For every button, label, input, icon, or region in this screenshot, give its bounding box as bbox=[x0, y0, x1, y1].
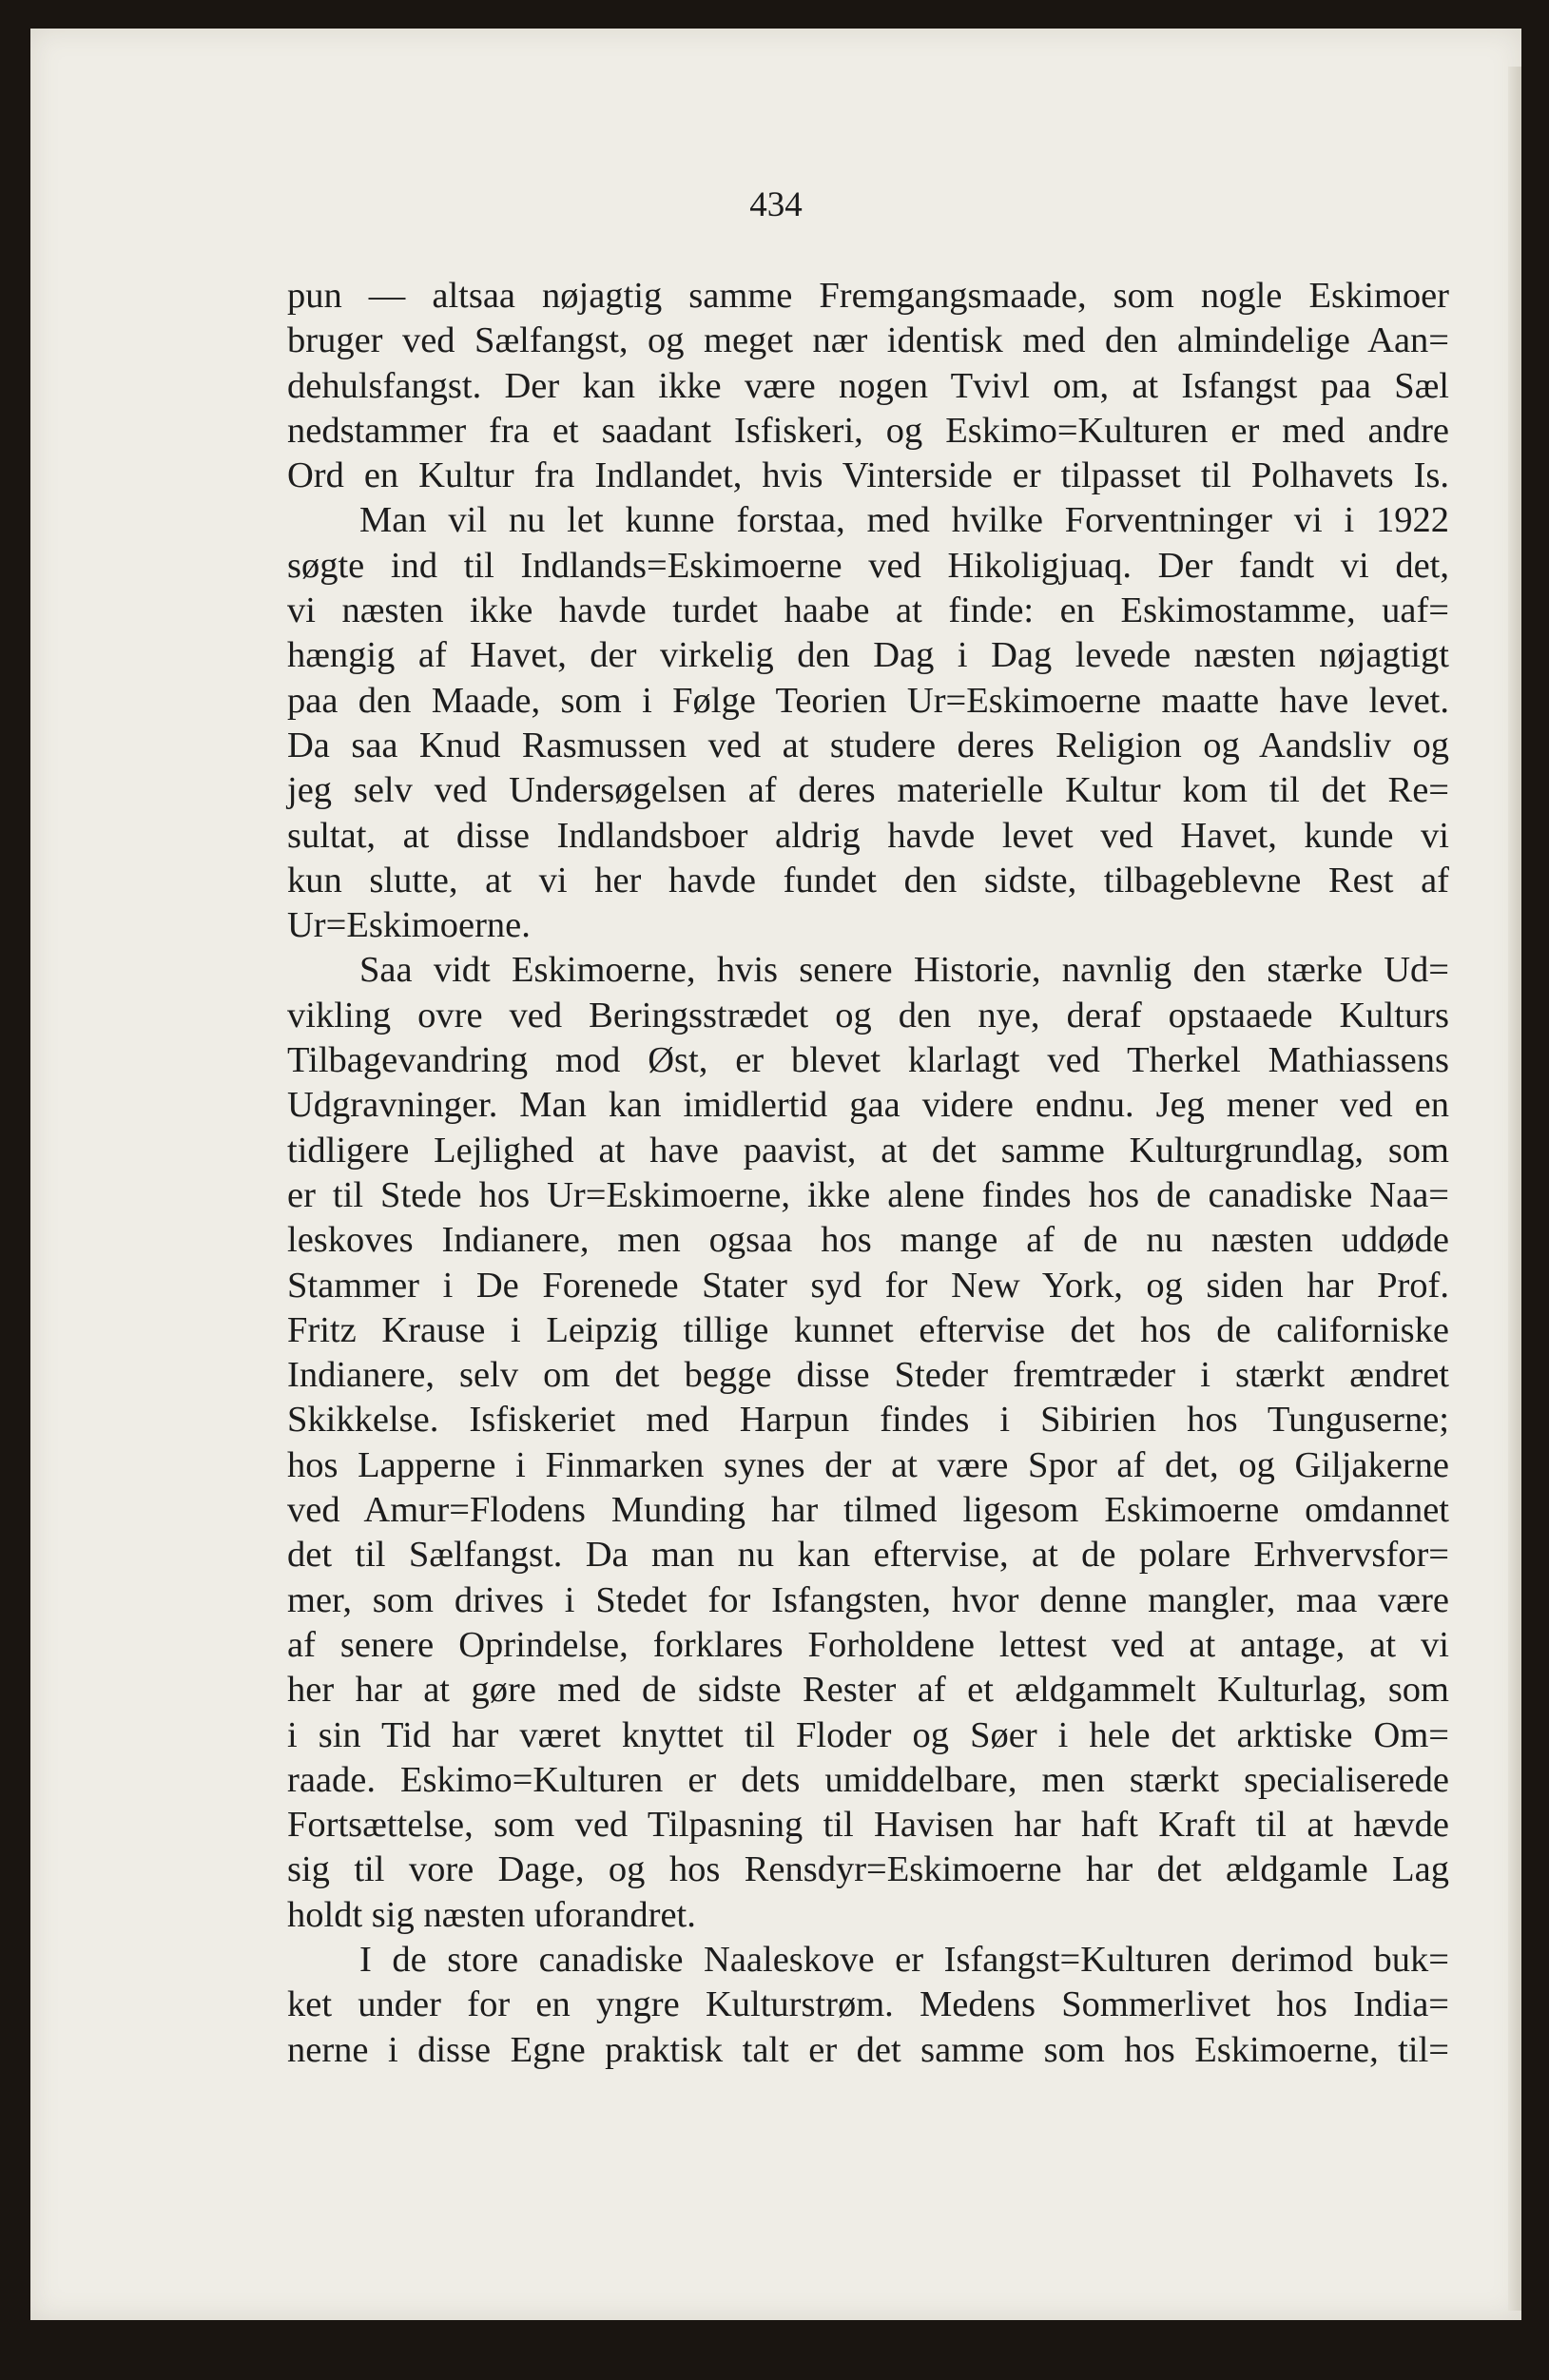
text-line: jeg selv ved Undersøgelsen af deres materielle Kultur kom til det Re= bbox=[287, 770, 1449, 811]
text-line: søgte ind til Indlands=Eskimoerne ved Hikoligjuaq. Der fandt vi det, bbox=[287, 545, 1449, 586]
text-line: kun slutte, at vi her havde fundet den sidste, tilbageblevne Rest af bbox=[287, 860, 1449, 900]
text-line: hos Lapperne i Finmarken synes der at være Spor af det, og Giljakerne bbox=[287, 1444, 1449, 1485]
text-line: vikling ovre ved Beringsstrædet og den nye, deraf opstaaede Kulturs bbox=[287, 995, 1449, 1035]
text-line: Da saa Knud Rasmussen ved at studere deres Religion og Aandsliv og bbox=[287, 725, 1449, 765]
text-line: mer, som drives i Stedet for Isfangsten, hvor denne mangler, maa være bbox=[287, 1579, 1449, 1620]
text-line: tidligere Lejlighed at have paavist, at det samme Kulturgrundlag, som bbox=[287, 1130, 1449, 1171]
paragraph-1 bbox=[287, 274, 1449, 498]
text-line: det til Sælfangst. Da man nu kan eftervise, at de polare Erhvervsfor= bbox=[287, 1535, 1449, 1576]
text-line: paa den Maade, som i Følge Teorien Ur=Eskimoerne maatte have levet. bbox=[287, 680, 1449, 721]
text-line: Man vil nu let kunne forstaa, med hvilke Forventninger vi i 1922 bbox=[359, 500, 1449, 541]
text-line: Udgravninger. Man kan imidlertid gaa videre endnu. Jeg mener ved en bbox=[287, 1085, 1449, 1126]
body-text bbox=[287, 274, 1449, 2073]
page-number: 434 bbox=[749, 185, 803, 224]
text-line: Fortsættelse, som ved Tilpasning til Havisen har haft Kraft til at hævde bbox=[287, 1805, 1449, 1846]
text-line: bruger ved Sælfangst, og meget nær identisk med den almindelige Aan= bbox=[287, 320, 1449, 361]
text-line: sig til vore Dage, og hos Rensdyr=Eskimoerne har det ældgamle Lag bbox=[287, 1849, 1449, 1890]
paragraph-3 bbox=[287, 948, 1449, 1938]
paragraph-2 bbox=[287, 498, 1449, 948]
text-line: I de store canadiske Naaleskove er Isfangst=Kulturen derimod buk= bbox=[359, 1939, 1449, 1980]
text-line: Ur=Eskimoerne. bbox=[287, 905, 531, 946]
text-line: Ord en Kultur fra Indlandet, hvis Vinterside er tilpasset til Polhavets Is. bbox=[287, 455, 1449, 496]
text-line: Stammer i De Forenede Stater syd for New York, og siden har Prof. bbox=[287, 1265, 1449, 1306]
text-line: nerne i disse Egne praktisk talt er det samme som hos Eskimoerne, til= bbox=[287, 2029, 1449, 2070]
text-line: Saa vidt Eskimoerne, hvis senere Historie, navnlig den stærke Ud= bbox=[359, 950, 1449, 991]
text-line: i sin Tid har været knyttet til Floder og Søer i hele det arktiske Om= bbox=[287, 1714, 1449, 1755]
text-line: Fritz Krause i Leipzig tillige kunnet eftervise det hos de californiske bbox=[287, 1309, 1449, 1350]
text-line: nedstammer fra et saadant Isfiskeri, og Eskimo=Kulturen er med andre bbox=[287, 410, 1449, 451]
page-edge bbox=[1508, 67, 1521, 2311]
text-line: holdt sig næsten uforandret. bbox=[287, 1894, 696, 1935]
paragraph-4 bbox=[287, 1938, 1449, 2073]
text-line: vi næsten ikke havde turdet haabe at finde: en Eskimostamme, uaf= bbox=[287, 590, 1449, 631]
text-line: Skikkelse. Isfiskeriet med Harpun findes i Sibirien hos Tunguserne; bbox=[287, 1400, 1449, 1441]
text-line: dehulsfangst. Der kan ikke være nogen Tvivl om, at Isfangst paa Sæl bbox=[287, 365, 1449, 406]
text-line: hængig af Havet, der virkelig den Dag i Dag levede næsten nøjagtigt bbox=[287, 635, 1449, 676]
text-line: pun — altsaa nøjagtig samme Fremgangsmaade, som nogle Eskimoer bbox=[287, 276, 1449, 316]
book-page bbox=[30, 29, 1521, 2320]
text-line: ket under for en yngre Kulturstrøm. Medens Sommerlivet hos India= bbox=[287, 1984, 1449, 2025]
text-line: Indianere, selv om det begge disse Steder fremtræder i stærkt ændret bbox=[287, 1355, 1449, 1396]
text-line: er til Stede hos Ur=Eskimoerne, ikke alene findes hos de canadiske Naa= bbox=[287, 1174, 1449, 1215]
text-line: sultat, at disse Indlandsboer aldrig havde levet ved Havet, kunde vi bbox=[287, 815, 1449, 856]
text-line: her har at gøre med de sidste Rester af et ældgammelt Kulturlag, som bbox=[287, 1670, 1449, 1711]
text-line: Tilbagevandring mod Øst, er blevet klarlagt ved Therkel Mathiassens bbox=[287, 1040, 1449, 1081]
text-line: raade. Eskimo=Kulturen er dets umiddelbare, men stærkt specialiserede bbox=[287, 1759, 1449, 1800]
text-line: ved Amur=Flodens Munding har tilmed ligesom Eskimoerne omdannet bbox=[287, 1490, 1449, 1531]
text-line: af senere Oprindelse, forklares Forholdene lettest ved at antage, at vi bbox=[287, 1624, 1449, 1665]
text-line: leskoves Indianere, men ogsaa hos mange af de nu næsten uddøde bbox=[287, 1220, 1449, 1261]
